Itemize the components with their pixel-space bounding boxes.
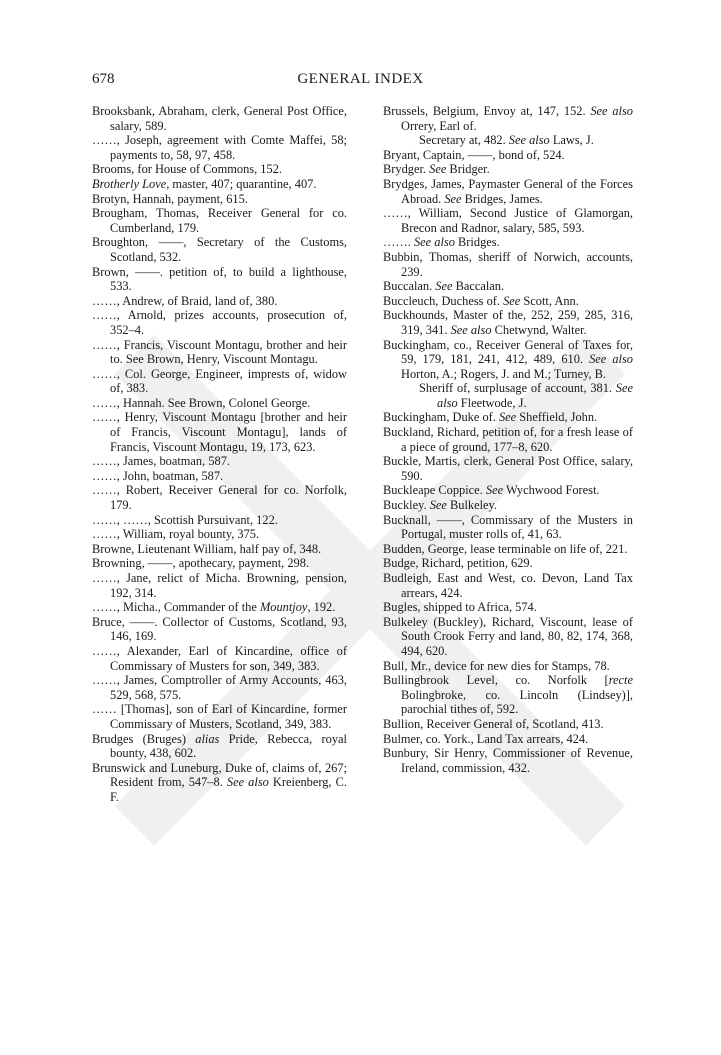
entry-text: ……, James, boatman, 587. [92, 454, 230, 469]
index-entry [383, 148, 633, 163]
entry-italic: See [429, 498, 447, 513]
index-column-right [383, 104, 633, 775]
entry-text-tail: Fleetwode, J. [457, 395, 527, 410]
entry-italic: See also [437, 381, 633, 410]
entry-text-tail: Bridges, James. [461, 191, 543, 206]
index-entry [92, 206, 347, 235]
entry-italic: Brotherly Love [92, 176, 167, 191]
entry-text: Bulkeley (Buckley), Richard, Viscount, lease of South Crook Ferry and land, 80, 82, 174, 368, 494, 620. [383, 614, 633, 658]
entry-text: Bunbury, Sir Henry, Commissioner of Revenue, Ireland, commission, 432. [383, 746, 633, 775]
index-entry [92, 162, 347, 177]
entry-italic: recte [608, 673, 633, 688]
entry-text-tail: Kreienberg, C. F. [110, 775, 347, 804]
index-entry [383, 673, 633, 717]
entry-text: Buccalan. [383, 279, 436, 294]
entry-italic: See [429, 162, 447, 177]
entry-text: Bulmer, co. York., Land Tax arrears, 424. [383, 731, 589, 746]
entry-text: ……, John, boatman, 587. [92, 468, 224, 483]
entry-text-tail: Pride, Rebecca, royal bounty, 438, 602. [110, 731, 347, 761]
entry-italic: See [435, 279, 453, 294]
entry-text: Brooksbank, Abraham, clerk, General Post Office, salary, 589. [92, 104, 347, 133]
index-entry [383, 454, 633, 483]
index-entry [92, 410, 347, 454]
entry-italic: See also [450, 322, 492, 337]
entry-text: Buckhounds, Master of the, 252, 259, 285, 316, 319, 341. [383, 308, 633, 337]
entry-text-tail: Scott, Ann. [520, 293, 579, 308]
index-entry [92, 556, 347, 571]
entry-italic: See also [413, 235, 455, 250]
entry-italic: Mountjoy [259, 600, 308, 615]
index-entry [383, 177, 633, 206]
index-entry [383, 294, 633, 309]
index-entry [92, 673, 347, 702]
entry-text-tail: Horton, A.; Rogers, J. and M.; Turney, B. [401, 366, 607, 381]
index-entry [383, 410, 633, 425]
entry-text: Budge, Richard, petition, 629. [383, 556, 533, 571]
entry-text: ……, Joseph, agreement with Comte Maffei, 58; payments to, 58, 97, 458. [92, 133, 347, 162]
entry-text-tail: Bridger. [446, 162, 490, 177]
entry-text: Browning, ——, apothecary, payment, 298. [92, 556, 310, 571]
entry-text-tail: Bulkeley. [446, 498, 498, 513]
index-entry [92, 367, 347, 396]
index-entry [383, 513, 633, 542]
entry-text: Brotyn, Hannah, payment, 615. [92, 191, 248, 206]
index-entry [383, 615, 633, 659]
entry-text: Buckland, Richard, petition of, for a fresh lease of a piece of ground, 177–8, 620. [383, 425, 633, 454]
index-entry [383, 571, 633, 600]
entry-text-tail: Bridges. [454, 235, 500, 250]
entry-text: …… [Thomas], son of Earl of Kincardine, former Commissary of Musters, Scotland, 349, 383. [92, 702, 347, 731]
entry-text: ……, William, Second Justice of Glamorgan, Brecon and Radnor, salary, 585, 593. [383, 206, 633, 235]
entry-text: ……, Francis, Viscount Montagu, brother and heir to. See Brown, Henry, Viscount Montagu. [92, 337, 347, 367]
entry-text: ……, ……, Scottish Pursuivant, 122. [92, 512, 278, 527]
entry-text: ……, Micha., Commander of the [92, 600, 260, 615]
entry-italic: alias [195, 731, 220, 746]
entry-text: Budleigh, East and West, co. Devon, Land Tax arrears, 424. [383, 571, 633, 600]
entry-text: Bullion, Receiver General of, Scotland, 413. [383, 716, 604, 731]
entry-italic: See also [590, 104, 633, 118]
entry-text: ……. [383, 235, 414, 250]
entry-italic: See [485, 483, 504, 498]
entry-text: Bullingbrook Level, co. Norfolk [ [383, 673, 609, 688]
index-entry [92, 527, 347, 542]
index-entry [383, 104, 633, 133]
index-entry [92, 294, 347, 309]
entry-text: Broughton, ——, Secretary of the Customs, Scotland, 532. [92, 235, 347, 264]
entry-italic: See [444, 191, 462, 206]
entry-text: Bruce, ——. Collector of Customs, Scotland, 93, 146, 169. [92, 614, 347, 644]
index-entry [383, 338, 633, 382]
index-entry [383, 483, 633, 498]
entry-text: ……, Henry, Viscount Montagu [brother and heir of Francis, Viscount Montagu], lands of Francis, Viscount Montagu, 19, 173, 623. [92, 410, 347, 454]
index-entry [383, 556, 633, 571]
entry-text: , master, 407; quarantine, 407. [166, 176, 317, 191]
index-entry [92, 513, 347, 528]
entry-text: Bucknall, ——, Commissary of the Musters in Portugal, muster rolls of, 41, 63. [383, 512, 633, 542]
entry-text: ……, Hannah. See Brown, Colonel George. [92, 395, 311, 410]
entry-text-tail: Orrery, Earl of. [401, 118, 477, 133]
entry-text: ……, Robert, Receiver General for co. Norfolk, 179. [92, 483, 347, 513]
entry-text: Bubbin, Thomas, sheriff of Norwich, accounts, 239. [383, 249, 633, 279]
index-entry [92, 732, 347, 761]
index-entry [92, 600, 347, 615]
entry-text-tail: Laws, J. [549, 133, 594, 148]
entry-text: Brydger. [383, 162, 430, 177]
index-entry [92, 235, 347, 264]
page-title: GENERAL INDEX [297, 71, 424, 87]
index-entry [92, 644, 347, 673]
entry-text-tail: Chetwynd, Walter. [491, 322, 587, 337]
entry-text: Bugles, shipped to Africa, 574. [383, 600, 537, 615]
index-entry [92, 192, 347, 207]
entry-text: Sheriff of, surplusage of account, 381. [419, 381, 616, 396]
entry-text: Brooms, for House of Commons, 152. [92, 162, 282, 177]
index-entry [383, 498, 633, 513]
index-entry [92, 469, 347, 484]
entry-italic: See [498, 410, 517, 425]
index-entry [92, 542, 347, 557]
entry-text: ……, Andrew, of Braid, land of, 380. [92, 293, 278, 308]
entry-italic: See also [508, 133, 550, 148]
index-entry [383, 235, 633, 250]
entry-text-tail: Sheffield, John. [516, 410, 598, 425]
index-column-left [92, 104, 347, 805]
index-entry [383, 162, 633, 177]
entry-text: ……, Alexander, Earl of Kincardine, office of Commissary of Musters for son, 349, 383. [92, 643, 347, 673]
index-entry [92, 265, 347, 294]
index-entry [92, 702, 347, 731]
entry-text: ……, William, royal bounty, 375. [92, 527, 260, 542]
entry-text-tail: , 192. [307, 600, 336, 615]
entry-text: Buckley. [383, 498, 430, 513]
entry-text: Browne, Lieutenant William, half pay of, 348. [92, 541, 322, 556]
index-entry [92, 338, 347, 367]
entry-text: Brudges (Bruges) [92, 731, 196, 746]
index-entry [92, 483, 347, 512]
entry-text: Buckingham, Duke of. [383, 410, 499, 425]
index-entry [92, 571, 347, 600]
index-entry [92, 761, 347, 805]
entry-text: ……, Jane, relict of Micha. Browning, pension, 192, 314. [92, 571, 347, 600]
entry-text: Bryant, Captain, ——, bond of, 524. [383, 147, 565, 162]
entry-text: Brydges, James, Paymaster General of the Forces Abroad. [383, 176, 633, 206]
index-entry [383, 542, 633, 557]
index-entry [383, 133, 633, 148]
index-entry [383, 425, 633, 454]
page-number: 678 [92, 71, 115, 87]
index-entry [383, 746, 633, 775]
index-entry [383, 206, 633, 235]
index-entry [383, 732, 633, 747]
entry-italic: See [503, 293, 521, 308]
index-entry [383, 381, 633, 410]
index-entry [383, 600, 633, 615]
index-entry [383, 250, 633, 279]
entry-text: Buckleape Coppice. [383, 483, 486, 498]
entry-text: ……, Arnold, prizes accounts, prosecution of, 352–4. [92, 308, 347, 337]
entry-text: Brunswick and Luneburg, Duke of, claims of, 267; Resident from, 547–8. [92, 760, 347, 790]
entry-text-tail: Baccalan. [452, 279, 505, 294]
entry-text-tail: Bolingbroke, co. Lincoln (Lindsey)], parochial tithes of, 592. [401, 687, 633, 717]
index-entry [92, 308, 347, 337]
entry-text: Buccleuch, Duchess of. [383, 293, 504, 308]
entry-italic: See also [589, 352, 633, 367]
entry-italic: See also [226, 775, 269, 790]
index-entry [383, 279, 633, 294]
index-entry [383, 717, 633, 732]
index-entry [92, 396, 347, 411]
index-entry [92, 454, 347, 469]
index-entry [383, 308, 633, 337]
index-entry [92, 615, 347, 644]
index-entry [92, 133, 347, 162]
entry-text: ……, Col. George, Engineer, imprests of, widow of, 383. [92, 366, 347, 396]
index-entry [92, 177, 347, 192]
entry-text: Bull, Mr., device for new dies for Stamps, 78. [383, 658, 610, 673]
entry-text-tail: Wychwood Forest. [503, 483, 600, 498]
index-entry [92, 104, 347, 133]
entry-text: Brussels, Belgium, Envoy at, 147, 152. [383, 104, 591, 118]
entry-text: ……, James, Comptroller of Army Accounts, 463, 529, 568, 575. [92, 673, 347, 702]
entry-text: Budden, George, lease terminable on life of, 221. [383, 541, 628, 556]
entry-text: Brougham, Thomas, Receiver General for co. Cumberland, 179. [92, 206, 347, 235]
entry-text: Brown, ——. petition of, to build a lighthouse, 533. [92, 264, 347, 294]
entry-text: Buckingham, co., Receiver General of Taxes for, 59, 179, 181, 241, 412, 489, 610. [383, 337, 633, 367]
entry-text: Secretary at, 482. [419, 133, 509, 148]
index-entry [383, 659, 633, 674]
entry-text: Buckle, Martis, clerk, General Post Office, salary, 590. [383, 454, 633, 483]
